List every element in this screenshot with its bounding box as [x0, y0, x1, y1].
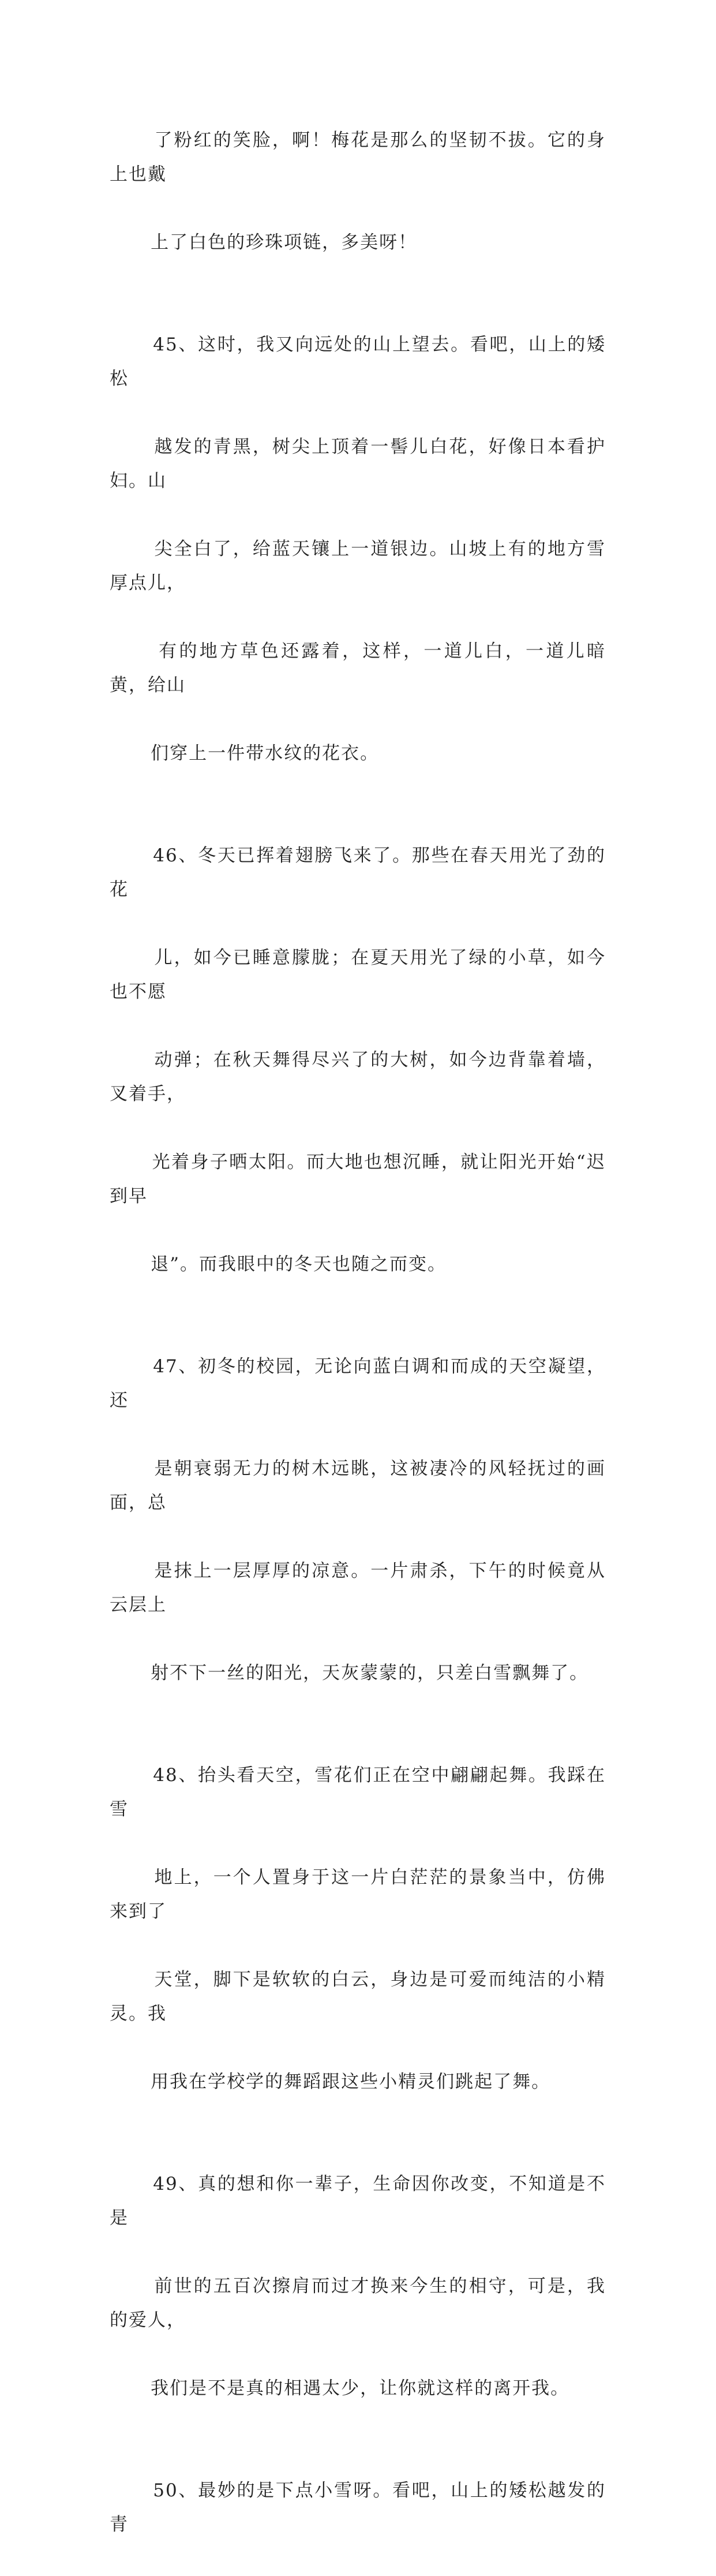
- paragraph-46: [110, 805, 606, 1316]
- text-line: 49、真的想和你一辈子，生命因你改变，不知道是不是: [110, 2174, 606, 2228]
- text-line: 射不下一丝的阳光，天灰蒙蒙的，只差白雪飘舞了。: [151, 1663, 589, 1683]
- text-line: 了粉红的笑脸，啊！梅花是那么的坚韧不拔。它的身上也戴: [110, 130, 606, 185]
- text-line: 们穿上一件带水纹的花衣。: [151, 743, 380, 764]
- text-line: 地上，一个人置身于这一片白茫茫的景象当中，仿佛来到了: [110, 1867, 606, 1922]
- document-body: [110, 89, 606, 2576]
- text-line: 47、初冬的校园，无论向蓝白调和而成的天空凝望，还: [110, 1356, 606, 1411]
- text-line: 越发的青黑，树尖上顶着一髻儿白花，好像日本看护妇。山: [110, 436, 606, 491]
- text-line: 50、最妙的是下点小雪呀。看吧，山上的矮松越发的青: [110, 2480, 606, 2535]
- text-line: 前世的五百次擦肩而过才换来今生的相守，可是，我的爱人，: [110, 2276, 606, 2331]
- text-line: 48、抬头看天空，雪花们正在空中翩翩起舞。我踩在雪: [110, 1765, 606, 1820]
- text-line: 45、这时，我又向远处的山上望去。看吧，山上的矮松: [110, 334, 606, 389]
- text-line: 有的地方草色还露着，这样，一道儿白，一道儿暗黄，给山: [110, 641, 606, 696]
- text-line: 动弹；在秋天舞得尽兴了的大树，如今边背靠着墙，叉着手，: [110, 1050, 606, 1104]
- paragraph-49: [110, 2133, 606, 2440]
- text-line: 儿，如今已睡意朦胧；在夏天用光了绿的小草，如今也不愿: [110, 947, 606, 1002]
- text-line: 我们是不是真的相遇太少，让你就这样的离开我。: [151, 2378, 570, 2399]
- text-line: 是朝衰弱无力的树木远眺，这被凄冷的风轻抚过的画面，总: [110, 1458, 606, 1513]
- text-line: 光着身子晒太阳。而大地也想沉睡，就让阳光开始“迟到早: [110, 1152, 606, 1207]
- text-line: 46、冬天已挥着翅膀飞来了。那些在春天用光了劲的花: [110, 845, 606, 900]
- text-line: 是抹上一层厚厚的凉意。一片肃杀，下午的时候竟从云层上: [110, 1560, 606, 1615]
- paragraph-47: [110, 1316, 606, 1724]
- text-line: 上了白色的珍珠项链，多美呀！: [151, 232, 418, 253]
- paragraph-48: [110, 1724, 606, 2133]
- paragraph-45: [110, 294, 606, 805]
- text-line: 天堂，脚下是软软的白云，身边是可爱而纯洁的小精灵。我: [110, 1969, 606, 2024]
- text-line: 退”。而我眼中的冬天也随之而变。: [151, 1254, 447, 1275]
- paragraph-continued: [110, 89, 606, 294]
- paragraph-50: [110, 2440, 606, 2576]
- text-line: 尖全白了，给蓝天镶上一道银边。山坡上有的地方雪厚点儿，: [110, 539, 606, 593]
- text-line: 用我在学校学的舞蹈跟这些小精灵们跳起了舞。: [151, 2071, 551, 2092]
